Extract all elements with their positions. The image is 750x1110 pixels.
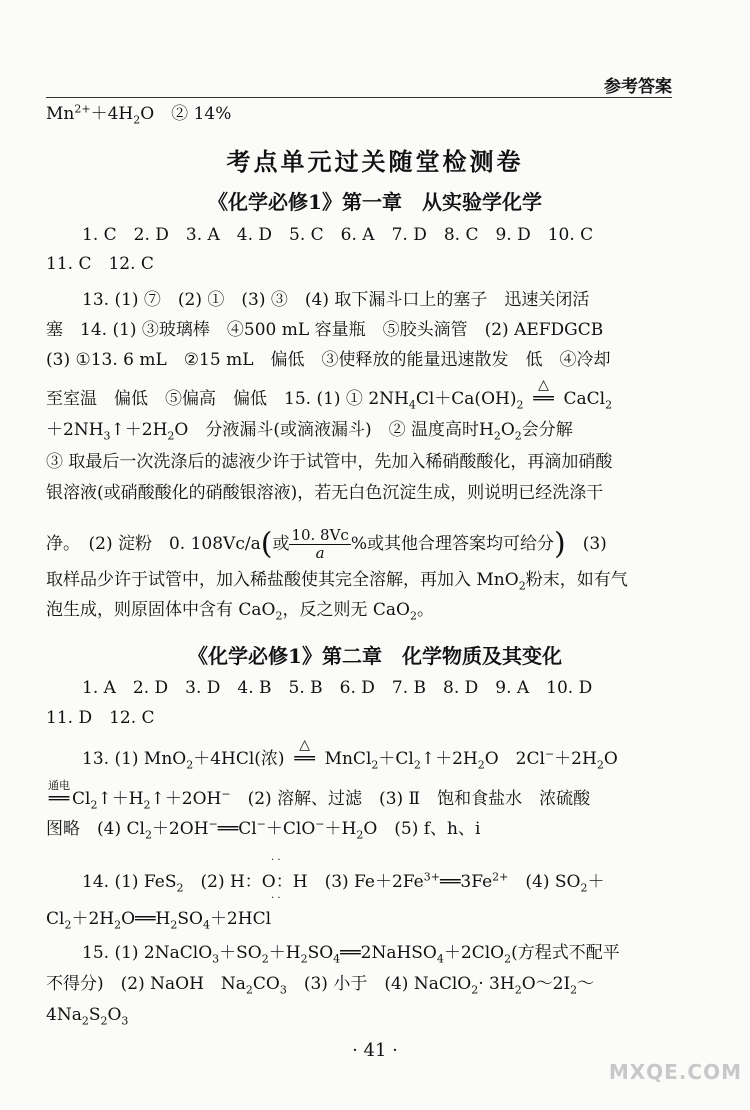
text: MnCl [324,749,372,769]
text: ＋ClO [265,819,316,839]
text: ＋4H [90,104,134,124]
sub: 2 [596,758,604,772]
sub: 4 [333,952,341,966]
text: SO [177,909,203,929]
electron-dots-top: · · [271,855,281,866]
text: O ② 14% [140,104,232,124]
text: 不得分) (2) NaOH Na [46,974,246,994]
text: · 3H [478,974,515,994]
text: O [107,1005,122,1025]
top-line [46,102,232,127]
text: ＋2H [554,749,597,769]
sub: 2 [413,758,421,772]
s2-q15-line2 [46,974,595,997]
text: ＋Cl [378,749,414,769]
s2-answers-line2: 11. D 12. C [46,708,155,728]
fraction-numerator: 10. 8Vc [291,526,349,544]
sub: 2 [518,579,526,593]
text: ↑＋2H [420,749,478,769]
text: ══2NaHSO [340,943,437,963]
text: (方程式不配平 [511,943,620,963]
text: SO [307,943,334,963]
sub: 2 [516,398,524,412]
s2-q15-line3 [46,1005,129,1028]
sub: 2 [186,758,194,772]
sub: 2 [493,429,501,443]
sub: 2 [261,952,269,966]
text: 粉末，如有气 [525,570,628,590]
text: 。 [416,600,434,620]
sup: − [208,817,218,831]
watermark-logo: MXQE.COM [608,1060,742,1084]
text: ，反之则无 CaO [282,600,410,620]
s2-q14-line2 [46,909,272,932]
text: ＋H [324,819,357,839]
text: O 2Cl [484,749,545,769]
text: 泡生成，则原固体中含有 CaO [46,600,276,620]
text: 会分解 [521,420,573,440]
electrolysis-label: 通电 [48,779,70,792]
s1-line10 [46,527,607,562]
sub: 2 [275,609,283,623]
heat-arrow: △ ══ [285,749,325,769]
s1-answers-line1: 1. C 2. D 3. A 4. D 5. C 6. A 7. D 8. C 9. D 10. C [82,225,594,245]
text: ＋2NH [46,420,104,440]
sub: 2 [514,983,522,997]
s1-line11 [46,570,628,593]
section1-title: 《化学必修1》第一章 从实验学化学 [208,190,542,214]
text: 4Na [46,1005,82,1025]
text: (3) [582,534,607,554]
s2-q13-line2 [46,779,591,812]
text: O～2I [521,974,571,994]
text: 14. (1) FeS [82,872,177,892]
fraction [289,527,350,562]
paren-close: ) [554,526,566,562]
s1-answers-line2: 11. C 12. C [46,254,154,274]
page-number: · 41 · [352,1040,398,1061]
text: O 分液漏斗(或滴液漏斗) ② 温度高时H [174,420,494,440]
fraction-denominator: a [315,544,325,562]
sub: 2 [170,918,178,932]
text: 至室温 偏低 ⑤偏高 偏低 15. (1) ① 2NH [46,389,409,409]
s1-line5: (3) ①13. 6 mL ②15 mL 偏低 ③使释放的能量迅速散发 低 ④冷却 [46,350,611,370]
text: ～ [577,974,595,994]
text: 或 [272,534,290,554]
sup: 2+ [492,870,509,884]
electron-dots-bottom: · · [271,893,281,904]
sub: 2 [409,609,417,623]
paren-open: ( [260,526,273,562]
s2-answers-line1: 1. A 2. D 3. D 4. B 5. B 6. D 7. B 8. D 9. A 10. D [82,678,593,698]
text: Cl [72,789,91,809]
sup: 2+ [74,102,91,116]
text: ＋2HCl [209,909,272,929]
heat-symbol: △ [299,737,310,753]
s2-q13-line3 [46,817,481,842]
sub: 2 [144,828,152,842]
sup: 3+ [423,870,440,884]
sub: 4 [436,952,444,966]
text: CO [252,974,280,994]
text: O (5) f、h、i [363,819,481,839]
sub: 2 [356,828,364,842]
sub: 2 [477,758,485,772]
text: ＋4HCl(浓) [193,749,285,769]
text: %或其他合理答案均可给分 [350,534,554,554]
s1-line3: 13. (1) ⑦ (2) ① (3) ③ (4) 取下漏斗口上的塞子 迅速关闭活 [82,290,590,310]
heat-symbol: △ [538,377,549,393]
s1-line7 [46,420,573,443]
text: ══3Fe [439,872,493,892]
main-title: 考点单元过关随堂检测卷 [226,147,524,176]
sup: − [544,747,555,761]
text: ↑＋H [97,789,144,809]
sub: 4 [408,398,416,412]
sub: 2 [176,881,184,895]
text: ══Cl [217,819,257,839]
sub: 2 [100,1014,108,1028]
text: (3) 小于 (4) NaClO [303,974,472,994]
text: ＋2H [71,909,115,929]
s1-line8: ③ 取最后一次洗涤后的滤液少许于试管中，先加入稀硝酸酸化，再滴加硝酸 [46,452,613,472]
sub: 2 [90,798,98,812]
text: Mn [46,104,75,124]
sup: − [256,817,266,831]
sup: − [315,817,325,831]
text: 净。 (2) 淀粉 0. 108Vc/a [46,534,261,554]
sub: 2 [300,952,308,966]
sub: 2 [133,113,141,127]
header-title: 参考答案 [604,77,672,97]
text: O [500,420,515,440]
text: CaCl [563,389,606,409]
text: (2) H：O：H (3) Fe＋2Fe [200,872,424,892]
sub: 2 [114,918,122,932]
text: ↑＋2OH [150,789,222,809]
sub: 2 [64,918,72,932]
text: ＋ [587,872,605,892]
text: ＋SO [219,943,262,963]
text: (4) SO [525,872,581,892]
sub: 3 [212,952,220,966]
header-rule [46,97,672,98]
text: ＋H [268,943,301,963]
s2-q15-line1 [82,943,620,966]
sub: 2 [580,881,588,895]
sub: 2 [81,1014,89,1028]
section2-title: 《化学必修1》第二章 化学物质及其变化 [188,644,562,668]
sub: 2 [471,983,479,997]
electrolysis-arrow: 通电 ══ [46,789,72,809]
sub: 2 [570,983,578,997]
sub: 3 [121,1014,129,1028]
sup: − [221,787,231,801]
text: ＋2ClO [443,943,505,963]
s2-q13-line1 [82,737,618,772]
text: O══H [121,909,171,929]
text: 取样品少许于试管中，加入稀盐酸使其完全溶解，再加入 MnO [46,570,519,590]
text: ↑＋2H [110,420,168,440]
text: (2) 溶解、过滤 (3) Ⅱ 饱和食盐水 浓硫酸 [247,789,591,809]
sub: 2 [504,952,512,966]
sub: 2 [371,758,379,772]
text: S [88,1005,101,1025]
s1-line4: 塞 14. (1) ③玻璃棒 ④500 mL 容量瓶 ⑤胶头滴管 (2) AEFDGCB [46,320,604,340]
s1-line9: 银溶液(或硝酸酸化的硝酸银溶液)，若无白色沉淀生成，则说明已经洗涤干 [46,483,604,503]
text: 13. (1) MnO [82,749,187,769]
sub: 2 [167,429,175,443]
sub: 3 [103,429,111,443]
sub: 2 [245,983,253,997]
sub: 2 [605,398,613,412]
sub: 3 [279,983,287,997]
s1-line12 [46,600,434,623]
text: ＋2OH [151,819,209,839]
s1-line6 [46,377,613,412]
text: O [603,749,618,769]
text: 图略 (4) Cl [46,819,145,839]
text: Cl＋Ca(OH) [415,389,517,409]
text: 15. (1) 2NaClO [82,943,213,963]
s2-q14-line1 [82,870,605,895]
sub: 4 [202,918,210,932]
text: Cl [46,909,65,929]
heat-arrow: △ ══ [523,389,563,409]
sub: 2 [514,429,522,443]
sub: 2 [143,798,151,812]
